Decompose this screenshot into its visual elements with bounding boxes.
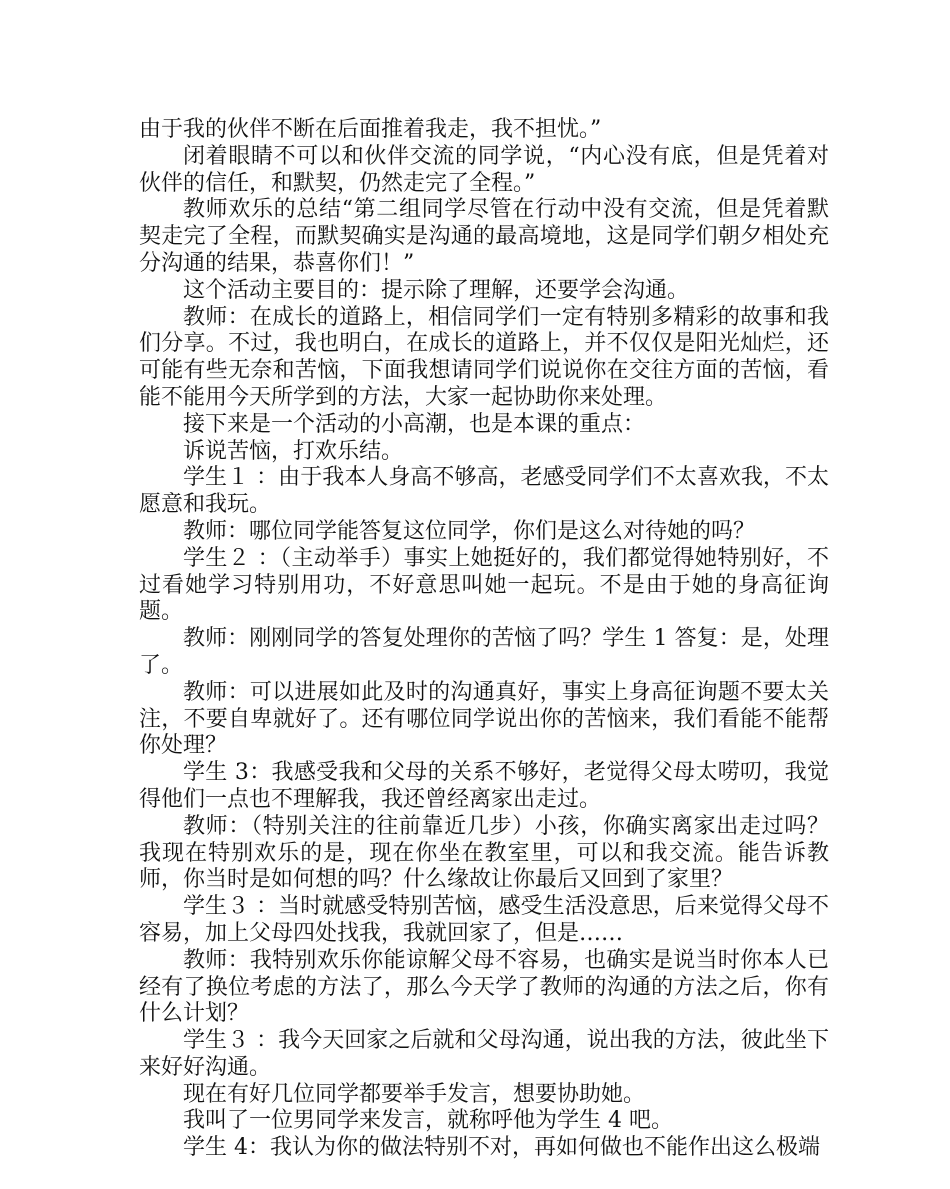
paragraph: 学生 4：我认为你的做法特别不对，再如何做也不能作出这么极端: [183, 1135, 820, 1161]
paragraph: 教师：（特别关注的往前靠近几步）小孩，你确实离家出走过吗？我现在特别欢乐的是，现在你坐在教室里，可以和我交流。能告诉教师，你当时是如何想的吗？什么缘故让你最后又回到了家里？: [139, 813, 829, 893]
paragraph: 现在有好几位同学都要举手发言，想要协助她。: [183, 1081, 646, 1107]
paragraph: 教师：在成长的道路上，相信同学们一定有特别多精彩的故事和我们分享。不过，我也明白，在成长的道路上，并不仅仅是阳光灿烂，还可能有些无奈和苦恼，下面我想请同学们说说你在交往方面的苦恼，看能不能用今天所学到的方法，大家一起协助你来处理。: [139, 304, 829, 410]
paragraph: 教师：哪位同学能答复这位同学，你们是这么对待她的吗？: [183, 518, 756, 544]
paragraph: 学生 3：我感受我和父母的关系不够好，老觉得父母太唠叨，我觉得他们一点也不理解我，我还曾经离家出走过。: [139, 760, 829, 812]
document-body: [139, 117, 829, 1162]
paragraph: 教师欢乐的总结“第二组同学尽管在行动中没有交流，但是凭着默契走完了全程，而默契确实是沟通的最高境地，这是同学们朝夕相处充分沟通的结果，恭喜你们！”: [139, 197, 829, 276]
paragraph: 接下来是一个活动的小高潮，也是本课的重点：: [183, 411, 646, 437]
paragraph: 教师：我特别欢乐你能谅解父母不容易，也确实是说当时你本人已经有了换位考虑的方法了，那么今天学了教师的沟通的方法之后，你有什么计划？: [139, 947, 829, 1027]
paragraph: 诉说苦恼，打欢乐结。: [183, 438, 404, 464]
paragraph: 闭着眼睛不可以和伙伴交流的同学说，“内心没有底，但是凭着对伙伴的信任，和默契，仍然走完了全程。”: [139, 143, 829, 196]
paragraph: 学生３ ：当时就感受特别苦恼，感受生活没意思，后来觉得父母不容易，加上父母四处找我，我就回家了，但是……: [139, 894, 829, 946]
paragraph: 学生２ ：（主动举手）事实上她挺好的，我们都觉得她特别好，不过看她学习特别用功，不好意思叫她一起玩。不是由于她的身高征询题。: [139, 545, 829, 625]
paragraph: 由于我的伙伴不断在后面推着我走，我不担忧。”: [139, 117, 602, 142]
paragraph: 我叫了一位男同学来发言，就称呼他为学生 4 吧。: [183, 1108, 673, 1134]
paragraph: 学生１ ：由于我本人身高不够高，老感受同学们不太喜欢我，不太愿意和我玩。: [139, 465, 829, 518]
paragraph: 教师：可以进展如此及时的沟通真好，事实上身高征询题不要太关注，不要自卑就好了。还有哪位同学说出你的苦恼来，我们看能不能帮你处理？: [139, 679, 829, 759]
paragraph: 学生３ ：我今天回家之后就和父母沟通，说出我的方法，彼此坐下来好好沟通。: [139, 1028, 829, 1080]
paragraph: 教师：刚刚同学的答复处理你的苦恼了吗？学生 1 答复：是，处理了。: [139, 626, 829, 678]
paragraph: 这个活动主要目的：提示除了理解，还要学会沟通。: [183, 277, 690, 303]
